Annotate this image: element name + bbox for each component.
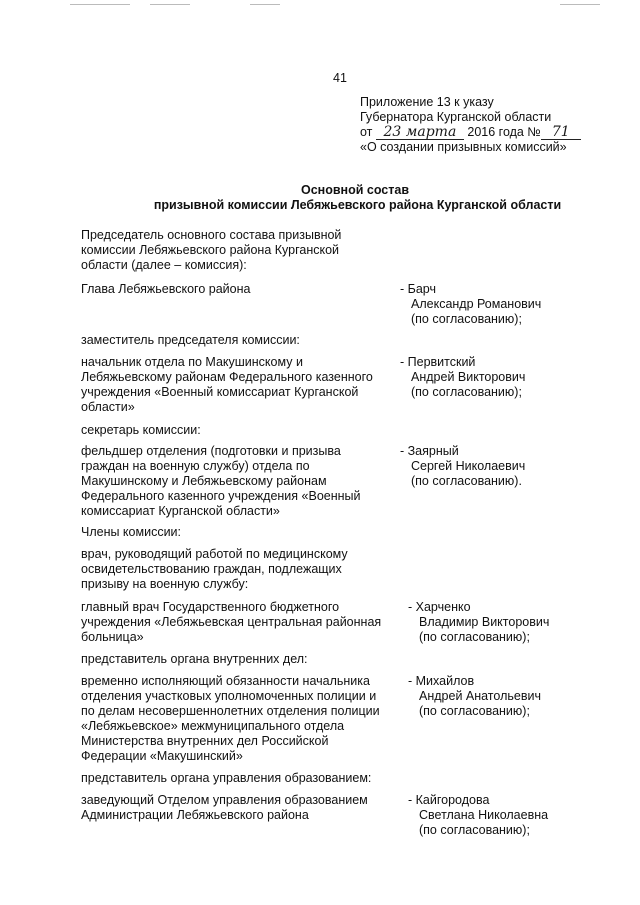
title-line-2: призывной комиссии Лебяжьевского района Курганской области [153, 198, 562, 212]
entry-line: главный врач Государственного бюджетного [81, 600, 340, 614]
person-mikhailov [408, 674, 638, 719]
appendix-line-1: Приложение 13 к указу [360, 95, 494, 109]
entry-line: представитель органа управления образованием: [81, 771, 372, 785]
entry-line: Глава Лебяжьевского района [81, 282, 251, 296]
person-note: (по согласованию); [419, 630, 530, 644]
entry-line: призыву на военную службу: [81, 577, 249, 591]
entry-line: Председатель основного состава призывной [81, 228, 342, 242]
appendix-header [360, 95, 630, 155]
appendix-line-4: «О создании призывных комиссий» [360, 140, 567, 154]
person-name: Андрей Анатольевич [419, 689, 541, 703]
entry-chairman-heading [81, 228, 396, 273]
entry-line: фельдшер отделения (подготовки и призыва [81, 444, 341, 458]
entry-line: заведующий Отделом управления образованием [81, 793, 368, 807]
entry-line: Министерства внутренних дел Российской [81, 734, 329, 748]
person-surname: - Харченко [408, 600, 471, 614]
person-pervitsky [400, 355, 630, 400]
person-name: Александр Романович [411, 297, 542, 311]
person-surname: - Михайлов [408, 674, 475, 688]
entry-line: Члены комиссии: [81, 525, 182, 539]
entry-line: секретарь комиссии: [81, 423, 201, 437]
person-surname: - Барч [400, 282, 436, 296]
document-title [0, 183, 640, 213]
entry-head-of-district [81, 282, 396, 297]
person-note: (по согласованию); [411, 385, 522, 399]
entry-line: освидетельствованию граждан, подлежащих [81, 562, 342, 576]
entry-police-officer [81, 674, 396, 764]
date-prefix: от [360, 125, 373, 139]
person-name: Андрей Викторович [411, 370, 526, 384]
entry-line: начальник отдела по Макушинскому и [81, 355, 303, 369]
person-barch [400, 282, 630, 327]
entry-line: временно исполняющий обязанности начальника [81, 674, 370, 688]
entry-line: учреждения «Лебяжьевская центральная районная [81, 615, 382, 629]
handwritten-date: 23 марта [376, 126, 464, 140]
entry-deputy-heading [81, 333, 396, 348]
entry-line: области» [81, 400, 135, 414]
person-zayarny [400, 444, 630, 489]
entry-chief-doctor [81, 600, 396, 645]
entry-doctor-heading [81, 547, 396, 592]
entry-education-heading [81, 771, 396, 786]
entry-line: Федерального казенного учреждения «Военный [81, 489, 361, 503]
entry-line: по делам несовершеннолетних отделения полиции [81, 704, 380, 718]
appendix-line-2: Губернатора Курганской области [360, 110, 552, 124]
person-name: Владимир Викторович [419, 615, 550, 629]
handwritten-number: 71 [541, 126, 581, 140]
scan-edge-marks [0, 0, 640, 10]
entry-line: больница» [81, 630, 144, 644]
person-kharchenko [408, 600, 638, 645]
person-note: (по согласованию); [419, 704, 530, 718]
entry-line: «Лебяжьевское» межмуниципального отдела [81, 719, 345, 733]
person-surname: - Первитский [400, 355, 476, 369]
entry-line: комиссариат Курганской области» [81, 504, 280, 518]
entry-education-head [81, 793, 396, 823]
person-surname: - Кайгородова [408, 793, 490, 807]
entry-line: области (далее – комиссия): [81, 258, 247, 272]
entry-line: заместитель председателя комиссии: [81, 333, 300, 347]
person-surname: - Заярный [400, 444, 459, 458]
entry-paramedic [81, 444, 396, 519]
person-name: Светлана Николаевна [419, 808, 549, 822]
entry-line: граждан на военную службу) отдела по [81, 459, 310, 473]
appendix-date-line [360, 125, 630, 140]
entry-department-head [81, 355, 396, 415]
entry-line: Федерации «Макушинский» [81, 749, 243, 763]
person-kaigorodova [408, 793, 638, 838]
page-number: 41 [333, 71, 347, 85]
entry-line: учреждения «Военный комиссариат Курганской [81, 385, 359, 399]
entry-line: отделения участковых уполномоченных полиции и [81, 689, 377, 703]
entry-line: Макушинскому и Лебяжьевскому районам [81, 474, 327, 488]
person-note: (по согласованию); [419, 823, 530, 837]
entry-line: представитель органа внутренних дел: [81, 652, 308, 666]
entry-secretary-heading [81, 423, 396, 438]
entry-members-heading [81, 525, 396, 540]
person-name: Сергей Николаевич [411, 459, 526, 473]
entry-line: Администрации Лебяжьевского района [81, 808, 309, 822]
entry-police-heading [81, 652, 396, 667]
person-note: (по согласованию). [411, 474, 522, 488]
entry-line: комиссии Лебяжьевского района Курганской [81, 243, 340, 257]
entry-line: врач, руководящий работой по медицинскому [81, 547, 348, 561]
year-text: 2016 года № [467, 125, 541, 139]
person-note: (по согласованию); [411, 312, 522, 326]
title-line-1: Основной состав [300, 183, 410, 197]
entry-line: Лебяжьевскому районам Федерального казенного [81, 370, 373, 384]
